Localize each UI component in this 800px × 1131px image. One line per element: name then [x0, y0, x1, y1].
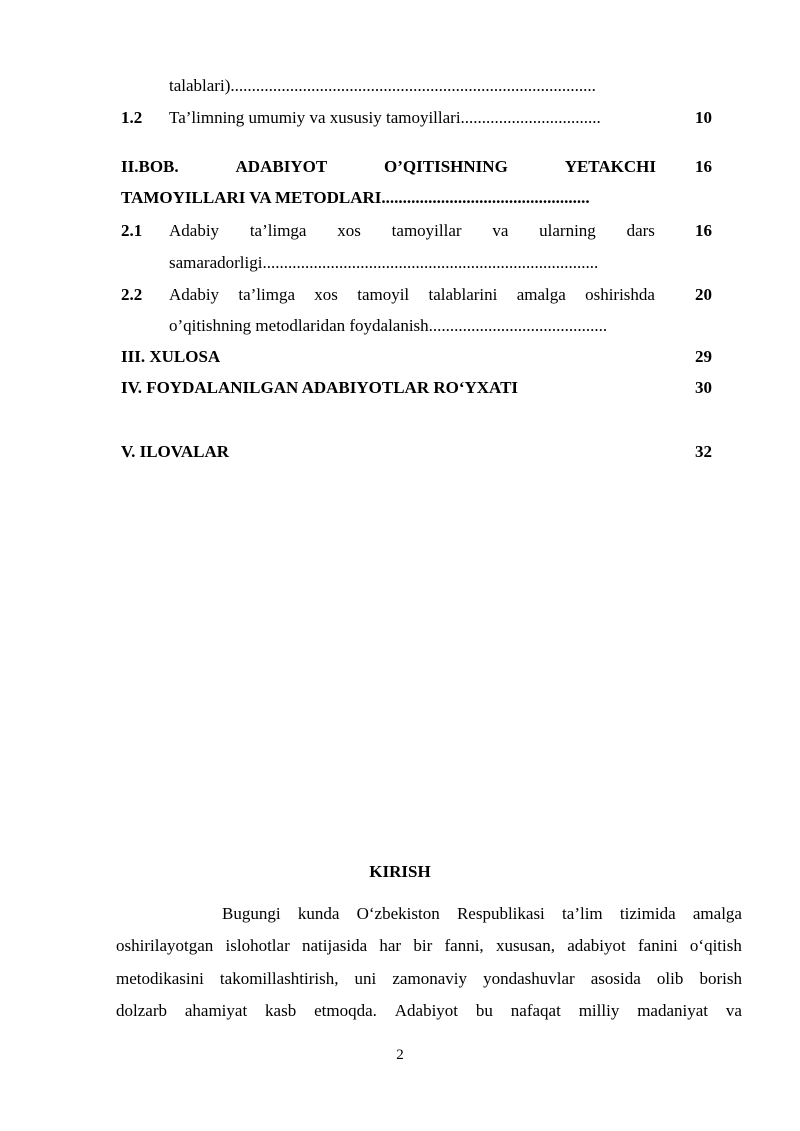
toc-word: ta’limga: [249, 221, 307, 240]
page-number: 2: [396, 1047, 404, 1063]
paragraph-word: amalga: [692, 904, 742, 923]
toc-word: tamoyil: [357, 285, 410, 304]
paragraph-word: milliy: [578, 1001, 620, 1020]
intro-line-4: [116, 1001, 742, 1021]
toc-item-2-2-line1[interactable]: [169, 285, 655, 305]
paragraph-word: Respublikasi: [456, 904, 545, 923]
toc-word: tamoyillar: [391, 221, 462, 240]
paragraph-word: zamonaviy: [392, 969, 467, 988]
toc-word: va: [492, 221, 509, 240]
intro-line-1: [222, 904, 742, 924]
paragraph-word: oshirilayotgan: [116, 936, 214, 955]
paragraph-word: ahamiyat: [184, 1001, 248, 1020]
toc-item-2-1-line1[interactable]: [169, 221, 655, 241]
toc-foydalanilgan[interactable]: IV. FOYDALANILGAN ADABIYOTLAR RO‘YXATI: [121, 378, 519, 397]
paragraph-word: bir: [413, 936, 433, 955]
toc-ilovalar[interactable]: V. ILOVALAR: [121, 442, 230, 461]
intro-line-2: [116, 936, 742, 956]
paragraph-word: ta’lim: [562, 904, 603, 923]
toc-item-2-2-number: 2.2: [121, 285, 143, 304]
paragraph-word: madaniyat: [637, 1001, 709, 1020]
toc-item-title: Ta’limning umumiy va xususiy tamoyillari.................................: [169, 108, 601, 127]
paragraph-word: dolzarb: [116, 1001, 167, 1020]
paragraph-word: natijasida: [301, 936, 368, 955]
toc-item-number: 1.2: [121, 108, 143, 127]
toc-item-2-1-page: 16: [695, 221, 712, 240]
toc-word: YETAKCHI: [564, 157, 656, 176]
paragraph-word: har: [379, 936, 402, 955]
paragraph-word: Adabiyot: [394, 1001, 459, 1020]
toc-word: oshirishda: [585, 285, 655, 304]
paragraph-word: fanni,: [444, 936, 484, 955]
paragraph-word: O‘zbekiston: [356, 904, 440, 923]
paragraph-word: va: [725, 1001, 742, 1020]
toc-word: xos: [337, 221, 361, 240]
toc-word: dars: [626, 221, 655, 240]
paragraph-word: yondashuvlar: [483, 969, 575, 988]
paragraph-word: bu: [475, 1001, 493, 1020]
paragraph-word: uni: [354, 969, 377, 988]
paragraph-word: tizimida: [619, 904, 676, 923]
paragraph-word: asosida: [590, 969, 641, 988]
paragraph-word: olib: [656, 969, 684, 988]
intro-line-3: [116, 969, 742, 989]
toc-chapter-2-line2: TAMOYILLARI VA METODLARI.................................................: [121, 188, 590, 207]
toc-xulosa-page: 29: [695, 347, 712, 366]
toc-chapter-2-line1[interactable]: [121, 157, 656, 177]
toc-word: xos: [314, 285, 338, 304]
paragraph-word: Bugungi: [222, 904, 281, 923]
paragraph-word: xususan,: [495, 936, 555, 955]
paragraph-word: o‘qitish: [689, 936, 742, 955]
toc-ilovalar-page: 32: [695, 442, 712, 461]
toc-word: O’QITISHNING: [384, 157, 508, 176]
toc-word: ularning: [539, 221, 596, 240]
paragraph-word: nafaqat: [510, 1001, 561, 1020]
toc-word: II.BOB.: [121, 157, 179, 176]
toc-item-2-1-number: 2.1: [121, 221, 143, 240]
toc-word: ta’limga: [238, 285, 295, 304]
toc-continuation-line: talablari)......................................................................................: [169, 76, 596, 95]
paragraph-word: kunda: [297, 904, 340, 923]
toc-word: ADABIYOT: [235, 157, 328, 176]
toc-chapter-2-page: 16: [695, 157, 712, 176]
paragraph-word: borish: [699, 969, 742, 988]
paragraph-word: islohotlar: [225, 936, 290, 955]
toc-item-2-2-line2: o’qitishning metodlaridan foydalanish..........................................: [169, 316, 608, 335]
paragraph-word: adabiyot: [567, 936, 626, 955]
toc-word: Adabiy: [169, 221, 220, 240]
toc-item-2-2-page: 20: [695, 285, 712, 304]
toc-item-2-1-line2: samaradorligi...............................................................................: [169, 253, 599, 272]
toc-word: Adabiy: [169, 285, 220, 304]
toc-xulosa[interactable]: III. XULOSA: [121, 347, 221, 366]
paragraph-word: etmoqda.: [314, 1001, 377, 1020]
paragraph-word: metodikasini: [116, 969, 204, 988]
toc-item-page: 10: [695, 108, 712, 127]
toc-foydalanilgan-page: 30: [695, 378, 712, 397]
paragraph-word: fanini: [638, 936, 678, 955]
intro-title: KIRISH: [369, 862, 431, 881]
paragraph-word: takomillashtirish,: [219, 969, 339, 988]
toc-word: talablarini: [428, 285, 498, 304]
toc-word: amalga: [516, 285, 566, 304]
paragraph-word: kasb: [265, 1001, 297, 1020]
